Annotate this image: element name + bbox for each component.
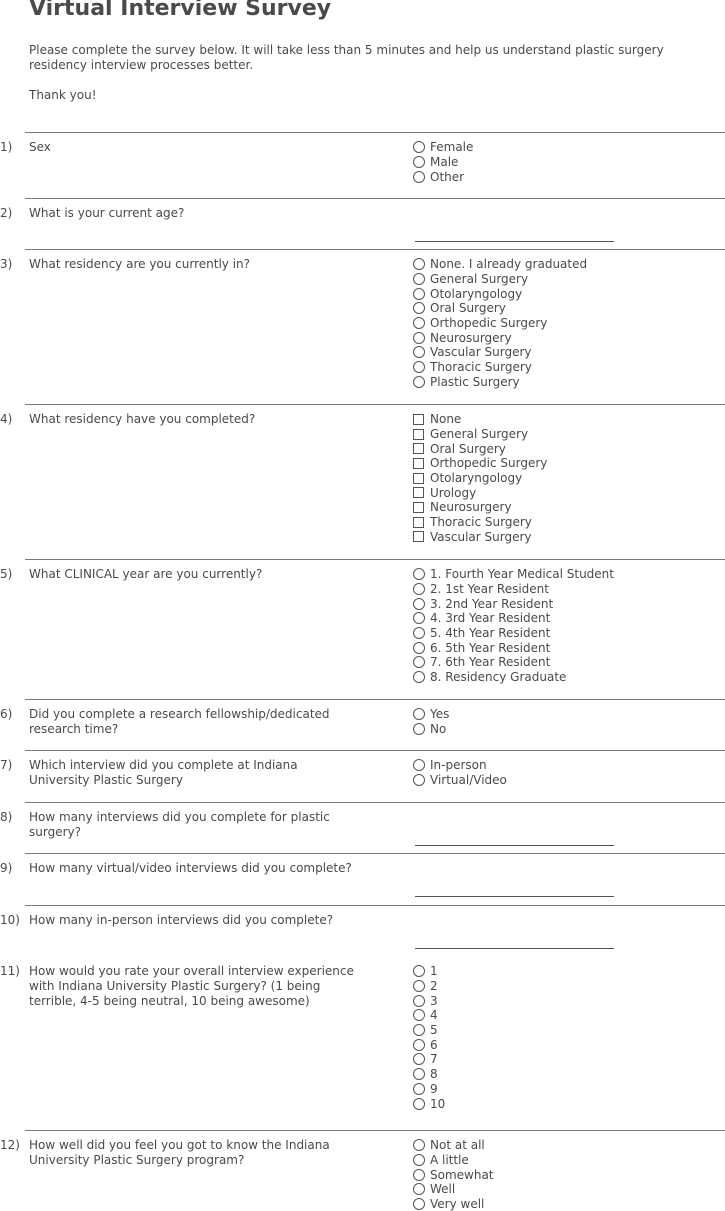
radio-option[interactable] [413, 979, 445, 994]
checkbox-option[interactable] [413, 456, 547, 471]
radio-option[interactable] [413, 596, 614, 611]
survey-thanks: Thank you! [29, 88, 97, 102]
radio-option[interactable] [413, 1153, 494, 1168]
radio-circle-icon[interactable] [413, 995, 425, 1007]
radio-circle-icon[interactable] [413, 288, 425, 300]
radio-circle-icon[interactable] [413, 568, 425, 580]
radio-option[interactable] [413, 345, 587, 360]
question-text: Which interview did you complete at Indiana University Plastic Surgery [29, 758, 298, 787]
radio-option[interactable] [413, 1008, 445, 1023]
radio-circle-icon[interactable] [413, 965, 425, 977]
radio-option[interactable] [413, 1052, 445, 1067]
option-label: Vascular Surgery [430, 529, 532, 544]
checkbox-option[interactable] [413, 441, 547, 456]
checkbox-icon[interactable] [413, 487, 424, 498]
radio-option[interactable] [413, 1067, 445, 1082]
option-label: 8 [430, 1067, 438, 1082]
question-divider [25, 905, 725, 906]
radio-circle-icon[interactable] [413, 627, 425, 639]
option-label: Well [430, 1182, 456, 1197]
radio-circle-icon[interactable] [413, 141, 425, 153]
survey-intro: Please complete the survey below. It will take less than 5 minutes and help us understand plastic surgery residency interview processes better. [29, 43, 664, 72]
question-divider [25, 802, 725, 803]
option-label: General Surgery [430, 272, 529, 287]
radio-option[interactable] [413, 722, 449, 737]
radio-group [413, 964, 445, 1111]
option-label: 7. 6th Year Resident [430, 655, 551, 670]
radio-circle-icon[interactable] [413, 1039, 425, 1051]
radio-group [413, 758, 507, 787]
checkbox-option[interactable] [413, 427, 547, 442]
answer-text-input[interactable] [415, 881, 614, 897]
option-label: 4 [430, 1008, 438, 1023]
radio-option[interactable] [413, 670, 614, 685]
radio-circle-icon[interactable] [413, 1009, 425, 1021]
radio-circle-icon[interactable] [413, 1154, 425, 1166]
option-label: 9 [430, 1081, 438, 1096]
option-label: Very well [430, 1197, 485, 1211]
question-text: What residency are you currently in? [29, 257, 251, 271]
option-label: In-person [430, 758, 487, 773]
radio-option[interactable] [413, 640, 614, 655]
radio-group [413, 567, 614, 685]
question-text: How many in-person interviews did you complete? [29, 913, 334, 927]
radio-circle-icon[interactable] [413, 1068, 425, 1080]
radio-option[interactable] [413, 1138, 494, 1153]
question-divider [25, 249, 725, 250]
checkbox-icon[interactable] [413, 429, 424, 440]
question-number: 1) [0, 140, 13, 154]
checkbox-option[interactable] [413, 471, 547, 486]
option-label: Plastic Surgery [430, 374, 520, 389]
checkbox-icon[interactable] [413, 517, 424, 528]
option-label: Neurosurgery [430, 500, 512, 515]
option-label: Yes [430, 707, 450, 722]
option-label: 1. Fourth Year Medical Student [430, 567, 614, 582]
option-label: None. I already graduated [430, 257, 588, 272]
option-label: Thoracic Surgery [430, 515, 532, 530]
option-label: Neurosurgery [430, 330, 512, 345]
option-label: 8. Residency Graduate [430, 670, 567, 685]
question-number: 4) [0, 412, 13, 426]
question-text: What is your current age? [29, 206, 185, 220]
radio-circle-icon[interactable] [413, 980, 425, 992]
question-number: 10) [0, 913, 20, 927]
option-label: Somewhat [430, 1167, 494, 1182]
radio-option[interactable] [413, 567, 614, 582]
option-label: 4. 3rd Year Resident [430, 611, 551, 626]
answer-text-input[interactable] [415, 830, 614, 846]
question-text: What residency have you completed? [29, 412, 256, 426]
radio-circle-icon[interactable] [413, 671, 425, 683]
radio-option[interactable] [413, 993, 445, 1008]
radio-option[interactable] [413, 655, 614, 670]
radio-circle-icon[interactable] [413, 346, 425, 358]
radio-option[interactable] [413, 360, 587, 375]
option-label: General Surgery [430, 427, 529, 442]
option-label: Urology [430, 485, 477, 500]
option-label: 10 [430, 1096, 446, 1111]
radio-option[interactable] [413, 773, 507, 788]
answer-text-input[interactable] [415, 933, 614, 949]
option-label: Orthopedic Surgery [430, 316, 548, 331]
question-divider [25, 699, 725, 700]
radio-option[interactable] [413, 1082, 445, 1097]
question-divider [25, 1130, 725, 1131]
checkbox-icon[interactable] [413, 443, 424, 454]
option-label: 5. 4th Year Resident [430, 626, 551, 641]
radio-option[interactable] [413, 1037, 445, 1052]
radio-option[interactable] [413, 626, 614, 641]
radio-circle-icon[interactable] [413, 612, 425, 624]
question-number: 2) [0, 206, 13, 220]
radio-option[interactable] [413, 155, 473, 170]
option-label: 6. 5th Year Resident [430, 640, 551, 655]
radio-option[interactable] [413, 169, 473, 184]
radio-circle-icon[interactable] [413, 317, 425, 329]
question-divider [25, 559, 725, 560]
radio-circle-icon[interactable] [413, 361, 425, 373]
radio-circle-icon[interactable] [413, 759, 425, 771]
option-label: Otolaryngology [430, 286, 523, 301]
radio-circle-icon[interactable] [413, 1053, 425, 1065]
question-number: 9) [0, 861, 13, 875]
radio-group [413, 1138, 494, 1211]
checkbox-option[interactable] [413, 500, 547, 515]
radio-circle-icon[interactable] [413, 1083, 425, 1095]
checkbox-icon[interactable] [413, 502, 424, 513]
checkbox-icon[interactable] [413, 458, 424, 469]
option-label: 3. 2nd Year Resident [430, 596, 554, 611]
question-text: How would you rate your overall interview experience with Indiana University Plastic Surgery? (1 being terrible, 4-5 being neutral, 10 being awesome) [29, 964, 354, 1008]
radio-circle-icon[interactable] [413, 156, 425, 168]
radio-circle-icon[interactable] [413, 376, 425, 388]
radio-circle-icon[interactable] [413, 1183, 425, 1195]
option-label: 3 [430, 993, 438, 1008]
question-text: How many virtual/video interviews did you complete? [29, 861, 352, 875]
radio-option[interactable] [413, 330, 587, 345]
option-label: Virtual/Video [430, 773, 507, 788]
checkbox-option[interactable] [413, 412, 547, 427]
checkbox-icon[interactable] [413, 473, 424, 484]
option-label: Oral Surgery [430, 441, 506, 456]
radio-circle-icon[interactable] [413, 642, 425, 654]
question-divider [25, 853, 725, 854]
radio-circle-icon[interactable] [413, 1169, 425, 1181]
radio-option[interactable] [413, 140, 473, 155]
checkbox-option[interactable] [413, 530, 547, 545]
option-label: Female [430, 140, 474, 155]
radio-circle-icon[interactable] [413, 1024, 425, 1036]
survey-title: Virtual Interview Survey [29, 0, 332, 21]
radio-circle-icon[interactable] [413, 1139, 425, 1151]
radio-option[interactable] [413, 316, 587, 331]
radio-circle-icon[interactable] [413, 656, 425, 668]
question-number: 12) [0, 1138, 20, 1152]
checkbox-option[interactable] [413, 485, 547, 500]
radio-circle-icon[interactable] [413, 1098, 425, 1110]
radio-option[interactable] [413, 257, 587, 272]
radio-option[interactable] [413, 964, 445, 979]
radio-option[interactable] [413, 1167, 494, 1182]
radio-circle-icon[interactable] [413, 332, 425, 344]
option-label: A little [430, 1153, 469, 1168]
option-label: 1 [430, 964, 438, 979]
radio-option[interactable] [413, 1182, 494, 1197]
option-label: Vascular Surgery [430, 345, 532, 360]
radio-group [413, 707, 449, 736]
answer-text-input[interactable] [415, 226, 614, 242]
radio-option[interactable] [413, 1197, 494, 1211]
radio-circle-icon[interactable] [413, 273, 425, 285]
option-label: 5 [430, 1023, 438, 1038]
radio-option[interactable] [413, 301, 587, 316]
option-label: 2 [430, 979, 438, 994]
checkbox-group [413, 412, 547, 544]
radio-option[interactable] [413, 375, 587, 390]
radio-option[interactable] [413, 758, 507, 773]
radio-circle-icon[interactable] [413, 258, 425, 270]
checkbox-option[interactable] [413, 515, 547, 530]
option-label: Male [430, 155, 459, 170]
radio-option[interactable] [413, 272, 587, 287]
question-number: 11) [0, 964, 20, 978]
question-divider [25, 132, 725, 133]
radio-circle-icon[interactable] [413, 1198, 425, 1210]
question-number: 5) [0, 567, 13, 581]
question-divider [25, 750, 725, 751]
question-text: How well did you feel you got to know the Indiana University Plastic Surgery program? [29, 1138, 330, 1167]
option-label: 6 [430, 1037, 438, 1052]
radio-circle-icon[interactable] [413, 723, 425, 735]
question-text: What CLINICAL year are you currently? [29, 567, 263, 581]
option-label: Other [430, 169, 465, 184]
question-number: 8) [0, 810, 13, 824]
radio-option[interactable] [413, 1096, 445, 1111]
checkbox-icon[interactable] [413, 531, 424, 542]
radio-circle-icon[interactable] [413, 708, 425, 720]
radio-circle-icon[interactable] [413, 171, 425, 183]
radio-circle-icon[interactable] [413, 583, 425, 595]
question-text: Sex [29, 140, 51, 154]
radio-option[interactable] [413, 1023, 445, 1038]
checkbox-icon[interactable] [413, 414, 424, 425]
question-number: 3) [0, 257, 13, 271]
question-number: 7) [0, 758, 13, 772]
option-label: Oral Surgery [430, 301, 506, 316]
radio-option[interactable] [413, 707, 449, 722]
question-divider [25, 198, 725, 199]
radio-option[interactable] [413, 286, 587, 301]
radio-option[interactable] [413, 582, 614, 597]
option-label: Thoracic Surgery [430, 360, 532, 375]
option-label: Not at all [430, 1138, 485, 1153]
radio-group [413, 140, 473, 184]
radio-option[interactable] [413, 611, 614, 626]
radio-group [413, 257, 587, 389]
radio-circle-icon[interactable] [413, 774, 425, 786]
option-label: 2. 1st Year Resident [430, 582, 549, 597]
option-label: None [430, 412, 462, 427]
option-label: Otolaryngology [430, 471, 523, 486]
question-text: How many interviews did you complete for plastic surgery? [29, 810, 330, 839]
option-label: No [430, 722, 447, 737]
question-divider [25, 404, 725, 405]
radio-circle-icon[interactable] [413, 302, 425, 314]
option-label: Orthopedic Surgery [430, 456, 548, 471]
radio-circle-icon[interactable] [413, 598, 425, 610]
question-number: 6) [0, 707, 13, 721]
option-label: 7 [430, 1052, 438, 1067]
question-text: Did you complete a research fellowship/dedicated research time? [29, 707, 330, 736]
